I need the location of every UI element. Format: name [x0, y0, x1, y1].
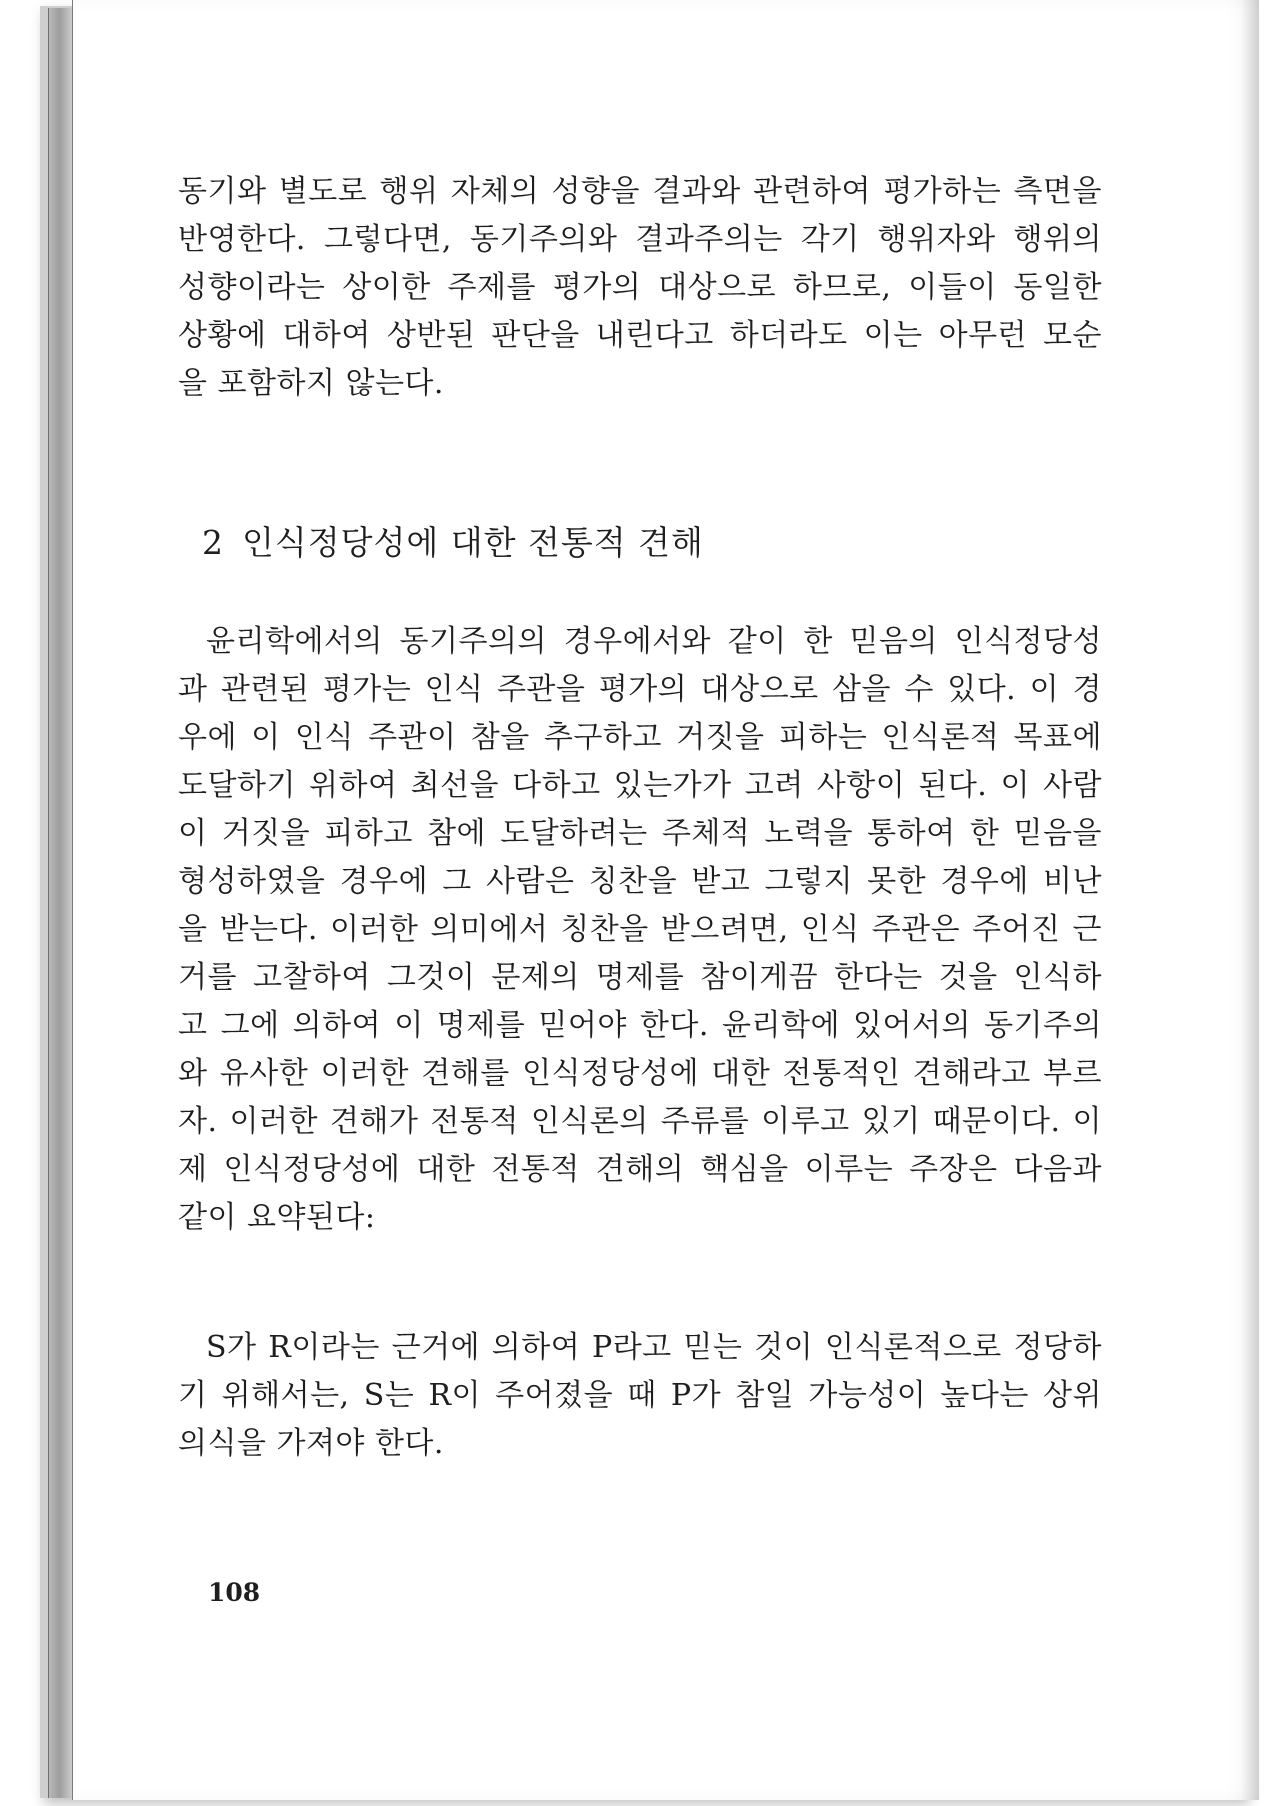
paragraph-line: 성향이라는 상이한 주제를 평가의 대상으로 하므로, 이들이 동일한	[178, 270, 1102, 305]
paragraph-line: 과 관련된 평가는 인식 주관을 평가의 대상으로 삼을 수 있다. 이 경	[178, 672, 1102, 707]
paragraph-1	[178, 168, 1102, 408]
paragraph-line: 반영한다. 그렇다면, 동기주의와 결과주의는 각기 행위자와 행위의	[178, 222, 1102, 257]
paragraph-line: 도달하기 위하여 최선을 다하고 있는가가 고려 사항이 된다. 이 사람	[178, 768, 1102, 803]
paragraph-line: 거를 고찰하여 그것이 문제의 명제를 참이게끔 한다는 것을 인식하	[178, 960, 1102, 995]
paragraph-line: 우에 이 인식 주관이 참을 추구하고 거짓을 피하는 인식론적 목표에	[178, 720, 1102, 755]
paragraph-line: 을 받는다. 이러한 의미에서 칭찬을 받으려면, 인식 주관은 주어진 근	[178, 912, 1102, 947]
quote-line: 기 위해서는, S는 R이 주어졌을 때 P가 참일 가능성이 높다는 상위	[178, 1378, 1102, 1413]
paragraph-line: 을 포함하지 않는다.	[178, 366, 444, 401]
quote-line: 의식을 가져야 한다.	[178, 1426, 444, 1461]
section-number: 2	[202, 523, 224, 562]
section-title: 인식정당성에 대한 전통적 견해	[242, 523, 704, 562]
paragraph-2	[178, 618, 1102, 1242]
paragraph-line: 이 거짓을 피하고 참에 도달하려는 주체적 노력을 통하여 한 믿음을	[178, 816, 1102, 851]
quote-line: S가 R이라는 근거에 의하여 P라고 믿는 것이 인식론적으로 정당하	[206, 1330, 1102, 1365]
paragraph-line: 윤리학에서의 동기주의의 경우에서와 같이 한 믿음의 인식정당성	[206, 624, 1102, 659]
paragraph-line: 와 유사한 이러한 견해를 인식정당성에 대한 전통적인 견해라고 부르	[178, 1056, 1102, 1091]
paragraph-line: 형성하였을 경우에 그 사람은 칭찬을 받고 그렇지 못한 경우에 비난	[178, 864, 1102, 899]
paragraph-line: 상황에 대하여 상반된 판단을 내린다고 하더라도 이는 아무런 모순	[178, 318, 1102, 353]
paragraph-line: 같이 요약된다:	[178, 1200, 376, 1235]
quote-paragraph	[178, 1324, 1102, 1468]
paragraph-line: 제 인식정당성에 대한 전통적 견해의 핵심을 이루는 주장은 다음과	[178, 1152, 1102, 1187]
paragraph-line: 고 그에 의하여 이 명제를 믿어야 한다. 윤리학에 있어서의 동기주의	[178, 1008, 1102, 1043]
paragraph-line: 자. 이러한 견해가 전통적 인식론의 주류를 이루고 있기 때문이다. 이	[178, 1104, 1102, 1139]
page-number: 108	[208, 1578, 261, 1607]
section-heading	[202, 518, 704, 568]
paragraph-line: 동기와 별도로 행위 자체의 성향을 결과와 관련하여 평가하는 측면을	[178, 174, 1102, 209]
page-edge-shading	[1241, 0, 1259, 1800]
